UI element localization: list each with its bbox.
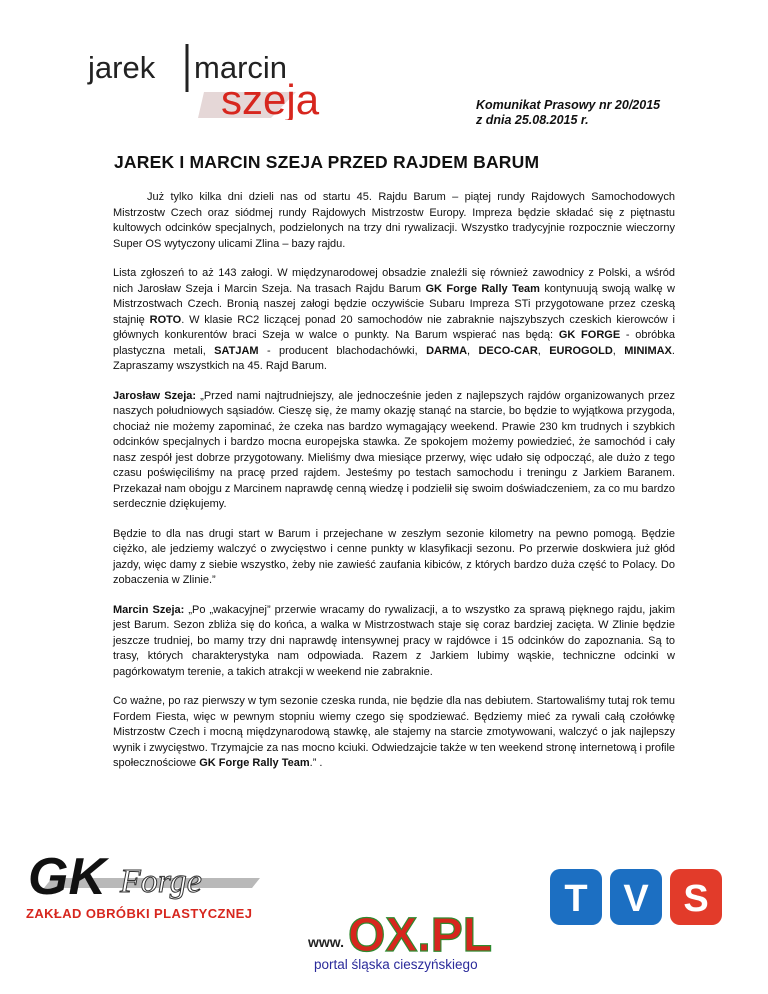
logo-szeja: szeja (221, 76, 320, 120)
tvs-letter-t: T (564, 878, 588, 920)
paragraph-marcin-quote: Marcin Szeja: „Po „wakacyjnej” przerwie wracamy do rywalizacji, a to wszystko za sprawą pięknego rajdu, jakim jest Barum. Sezon zbliża się do końca, a walka w Mistrzostwach staje się coraz bardziej zacięta. W Zlinie będzie jeszcze trudniej, bo mamy trzy dni naprawdę intensywnej pracy w rajdówce i 15 odcinków do zapoznania. Są to trasy, których charakterystyka nam odpowiada. Razem z Jarkiem lubimy wąskie, techniczne odcinki w pagórkowatym terenie, a takich atrakcji w weekend nie zabraknie. (113, 603, 675, 678)
logo-jarek: jarek (88, 50, 156, 85)
gk-forge-word: Forge (120, 863, 202, 900)
document-title: JAREK I MARCIN SZEJA PRZED RAJDEM BARUM (114, 152, 540, 172)
paragraph-intro: Już tylko kilka dni dzieli nas od startu 45. Rajdu Barum – piątej rundy Rajdowych Samochodowych Mistrzostw Czech oraz siódmej rundy Rajdowych Mistrzostw Europy. Impreza będzie składać się z piętnastu kultowych odcinków specjalnych, podzielonych na trzy dni rywalizacji. Wszystko tradycyjnie rozpocznie wieczorny Super OS wytyczony ulicami Zlina – bazy rajdu. (113, 191, 675, 250)
gk-letters: GK (28, 848, 106, 906)
tvs-logo (548, 867, 728, 937)
tvs-logo-graphic (548, 867, 728, 937)
gk-tagline: ZAKŁAD OBRÓBKI PLASTYCZNEJ (26, 906, 253, 920)
logo-marcin: marcin (194, 50, 288, 85)
paragraph-jaroslaw-quote: Jarosław Szeja: „Przed nami najtrudniejszy, ale jednocześnie jeden z najlepszych rajdów organizowanych przez naszych południowych sąsiadów. Cieszę się, że mamy okazję stanąć na starcie, bo będzie to wyjątkowa przygoda, chociaż nie możemy zapominać, że czeka nas bardzo wymagający weekend. Prawie 230 km trudnych i szybkich odcinków specjalnych i bardzo mocna europejska stawka. Ze spokojem możemy powiedzieć, że samochód i cały nasz zespół jest dobrze przygotowany. Mieliśmy dwa miesiące przerwy, więc udało się odpocząć, ale dużo z tego czasu poświęciliśmy na pracę przed rajdem. Jesteśmy po testach samochodu i treningu z Jarkiem Baranem. Przekazał nam obojgu z Marcinem naprawdę cenną wiedzę i podzielił się swoim doświadczeniem, za co mu bardzo serdecznie dziękujemy. (113, 389, 675, 510)
speaker-marcin: Marcin Szeja: (113, 603, 185, 616)
gk-forge-logo (24, 840, 264, 920)
press-release-number: Komunikat Prasowy nr 20/2015 (476, 98, 661, 112)
press-release-date: z dnia 25.08.2015 r. (476, 113, 589, 127)
ox-prefix: www. (308, 934, 345, 950)
ox-pl-logo (308, 895, 508, 977)
paragraph-marcin-quote-cont: Co ważne, po raz pierwszy w tym sezonie czeska runda, nie będzie dla nas debiutem. Startowaliśmy tutaj rok temu Fordem Fiesta, więc w pewnym stopniu wiemy czego się spodziewać. Będziemy mieć za rywali całą czołówkę Mistrzostw Czech i mocną międzynarodową stawkę, ale stajemy na starcie zmotywowani, walczyć o jak najlepszy wynik i zwycięstwo. Trzymajcie za nas mocno kciuki. Odwiedzajcie także w ten weekend stronę internetową i profile społecznościowe GK Forge Rally Team.” . (113, 695, 675, 769)
article-body (113, 190, 675, 786)
szeja-logo (86, 40, 386, 120)
press-release-info (476, 98, 660, 128)
speaker-jaroslaw: Jarosław Szeja: (113, 389, 197, 402)
tvs-letter-v: V (623, 878, 649, 920)
gk-forge-logo-graphic (24, 840, 264, 920)
ox-pl-logo-graphic (308, 895, 508, 977)
tvs-letter-s: S (683, 878, 709, 920)
ox-tagline: portal śląska cieszyńskiego (314, 957, 478, 972)
paragraph-jaroslaw-quote-cont: Będzie to dla nas drugi start w Barum i przejechane w zeszłym sezonie kilometry na pewno pomogą. Będzie ciężko, ale jedziemy walczyć o zwycięstwo i cenne punkty w klasyfikacji sezonu. Po przerwie doskwiera już głód jazdy, więc damy z siebie wszystko, żeby nie zawieść zaufania kibiców, z których bardzo duża część to Polacy. Do zobaczenia w Zlinie.” (113, 527, 675, 586)
szeja-logo-graphic (86, 40, 386, 120)
paragraph-entries: Lista zgłoszeń to aż 143 załogi. W międzynarodowej obsadzie znaleźli się również zawodnicy z Polski, a wśród nich Jarosław Szeja i Marcin Szeja. Na trasach Rajdu Barum GK Forge Rally Team kontynuują swoją walkę w Mistrzostwach Czech. Bronią naszej załogi będzie oczywiście Subaru Impreza STi przygotowane przez czeską stajnię ROTO. W klasie RC2 liczącej ponad 20 samochodów nie zabraknie najszybszych czeskich kierowców i głównych konkurentów braci Szeja w walce o punkty. Na Barum wspierać nas będą: GK FORGE - obróbka plastyczna metali, SATJAM - producent blachodachówki, DARMA, DECO-CAR, EUROGOLD, MINIMAX. Zapraszamy wszystkich na 45. Rajd Barum. (113, 267, 675, 372)
ox-name: OX.PL (348, 909, 493, 962)
